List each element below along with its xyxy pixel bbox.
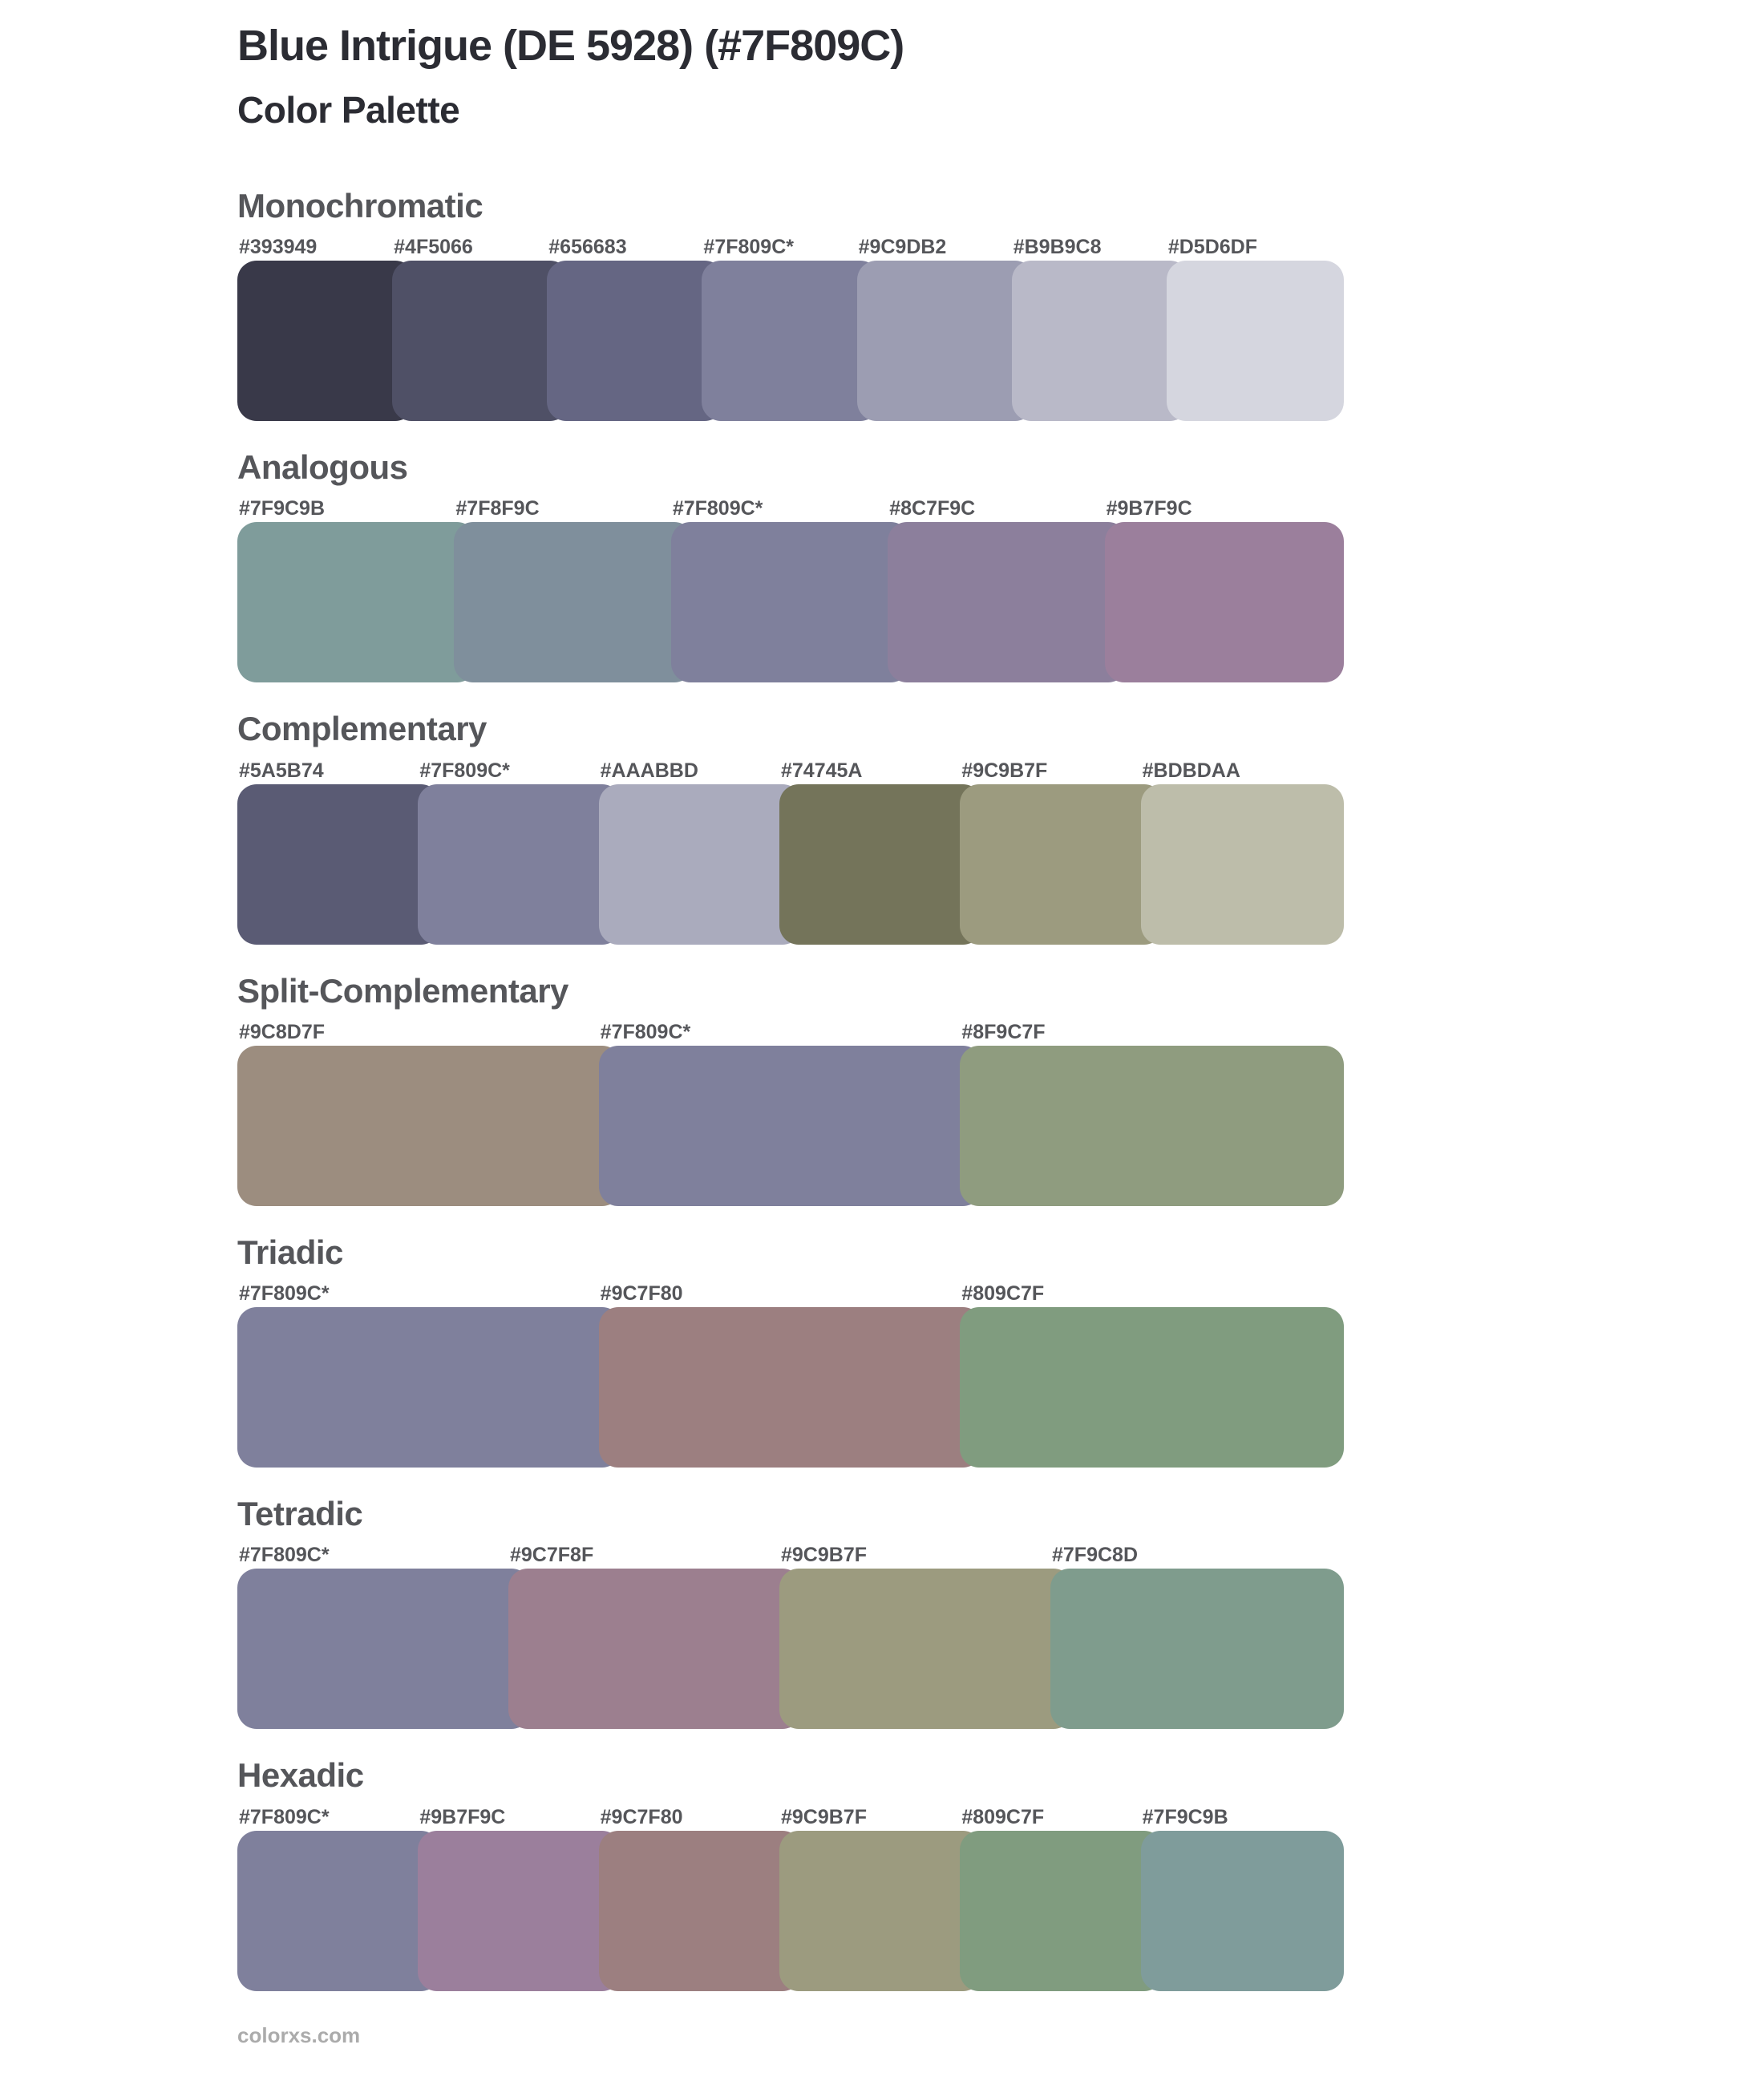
swatch-cell xyxy=(960,1805,1163,1991)
palette-section xyxy=(237,448,1344,682)
section-title: Triadic xyxy=(237,1233,343,1271)
swatch-hex-label: #7F9C9B xyxy=(1142,1805,1228,1828)
swatch-hex-label: #393949 xyxy=(239,235,318,258)
color-swatch[interactable] xyxy=(1141,1831,1344,1991)
swatch-cell xyxy=(508,1543,802,1729)
color-swatch[interactable] xyxy=(857,261,1034,421)
color-swatch[interactable] xyxy=(237,261,415,421)
swatch-cell xyxy=(237,759,440,945)
sections xyxy=(237,187,1344,1991)
color-swatch[interactable] xyxy=(599,1046,983,1206)
color-swatch[interactable] xyxy=(702,261,879,421)
section-title: Monochromatic xyxy=(237,186,483,225)
color-swatch[interactable] xyxy=(418,784,621,945)
color-swatch[interactable] xyxy=(779,1569,1073,1729)
color-swatch[interactable] xyxy=(779,1831,982,1991)
swatch-hex-label: #AAABBD xyxy=(600,759,698,782)
swatch-hex-label: #656683 xyxy=(548,235,627,258)
color-swatch[interactable] xyxy=(392,261,569,421)
swatch-cell xyxy=(418,1805,621,1991)
swatch-hex-label: #B9B9C8 xyxy=(1013,235,1102,258)
swatch-hex-label: #9B7F9C xyxy=(1106,497,1192,520)
swatch-cell xyxy=(779,759,982,945)
swatch-hex-label: #7F809C* xyxy=(703,235,794,258)
swatch-cell xyxy=(702,235,879,421)
color-swatch[interactable] xyxy=(960,784,1163,945)
section-title: Tetradic xyxy=(237,1495,363,1533)
swatch-hex-label: #7F809C* xyxy=(239,1282,330,1306)
swatch-row xyxy=(237,235,1344,421)
swatch-cell xyxy=(599,1020,983,1206)
swatch-hex-label: #809C7F xyxy=(961,1805,1045,1828)
swatch-hex-label: #7F809C* xyxy=(239,1544,330,1567)
color-swatch[interactable] xyxy=(599,1307,983,1468)
swatch-cell xyxy=(237,235,415,421)
swatch-hex-label: #4F5066 xyxy=(394,235,473,258)
swatch-cell xyxy=(1141,759,1344,945)
palette-section xyxy=(237,1495,1344,1729)
color-swatch[interactable] xyxy=(1141,784,1344,945)
swatch-cell xyxy=(960,1020,1344,1206)
swatch-row xyxy=(237,1281,1344,1468)
swatch-hex-label: #7F809C* xyxy=(419,759,510,782)
color-swatch[interactable] xyxy=(779,784,982,945)
swatch-hex-label: #809C7F xyxy=(961,1282,1045,1306)
page-subtitle: Color Palette xyxy=(237,88,460,131)
swatch-cell xyxy=(671,496,910,682)
section-title: Analogous xyxy=(237,447,408,486)
color-swatch[interactable] xyxy=(454,522,693,682)
color-swatch[interactable] xyxy=(960,1046,1344,1206)
color-swatch[interactable] xyxy=(1012,261,1189,421)
palette-section xyxy=(237,1233,1344,1468)
swatch-hex-label: #9C9DB2 xyxy=(858,235,947,258)
swatch-cell xyxy=(960,1281,1344,1468)
swatch-hex-label: #7F809C* xyxy=(600,1020,691,1043)
swatch-hex-label: #D5D6DF xyxy=(1167,235,1257,258)
color-swatch[interactable] xyxy=(960,1307,1344,1468)
color-swatch[interactable] xyxy=(599,1831,802,1991)
swatch-row xyxy=(237,1543,1344,1729)
color-swatch[interactable] xyxy=(237,1831,440,1991)
swatch-hex-label: #8F9C7F xyxy=(961,1020,1046,1043)
swatch-row xyxy=(237,496,1344,682)
swatch-cell xyxy=(1167,235,1344,421)
swatch-cell xyxy=(237,1281,621,1468)
swatch-hex-label: #8C7F9C xyxy=(889,497,976,520)
swatch-cell xyxy=(1012,235,1189,421)
color-swatch[interactable] xyxy=(671,522,910,682)
swatch-cell xyxy=(779,1805,982,1991)
swatch-cell xyxy=(599,1805,802,1991)
swatch-hex-label: #9C9B7F xyxy=(961,759,1048,782)
swatch-row xyxy=(237,1805,1344,1991)
swatch-cell xyxy=(599,1281,983,1468)
swatch-cell xyxy=(960,759,1163,945)
color-swatch[interactable] xyxy=(418,1831,621,1991)
color-swatch[interactable] xyxy=(237,1307,621,1468)
swatch-hex-label: #9C9B7F xyxy=(781,1544,867,1567)
swatch-cell xyxy=(1050,1543,1344,1729)
color-swatch[interactable] xyxy=(599,784,802,945)
color-swatch[interactable] xyxy=(547,261,724,421)
page-title: Blue Intrigue (DE 5928) (#7F809C) xyxy=(237,22,904,70)
swatch-cell xyxy=(779,1543,1073,1729)
swatch-cell xyxy=(454,496,693,682)
footer-site-link[interactable]: colorxs.com xyxy=(237,2022,361,2047)
color-swatch[interactable] xyxy=(960,1831,1163,1991)
swatch-hex-label: #5A5B74 xyxy=(239,759,324,782)
swatch-hex-label: #BDBDAA xyxy=(1142,759,1240,782)
palette-section xyxy=(237,710,1344,944)
swatch-cell xyxy=(237,1020,621,1206)
swatch-hex-label: #9C7F8F xyxy=(510,1544,594,1567)
swatch-cell xyxy=(1105,496,1344,682)
swatch-cell xyxy=(857,235,1034,421)
swatch-cell xyxy=(1141,1805,1344,1991)
section-title: Complementary xyxy=(237,710,487,748)
swatch-hex-label: #74745A xyxy=(780,759,863,782)
color-swatch[interactable] xyxy=(1050,1569,1344,1729)
color-swatch[interactable] xyxy=(1105,522,1344,682)
swatch-hex-label: #7F8F9C xyxy=(455,497,540,520)
swatch-cell xyxy=(888,496,1127,682)
palette-section xyxy=(237,972,1344,1206)
swatch-cell xyxy=(237,1543,531,1729)
swatch-hex-label: #9C7F80 xyxy=(600,1805,683,1828)
swatch-row xyxy=(237,1020,1344,1206)
swatch-cell xyxy=(599,759,802,945)
swatch-row xyxy=(237,759,1344,945)
color-swatch[interactable] xyxy=(888,522,1127,682)
swatch-hex-label: #9C9B7F xyxy=(780,1805,867,1828)
section-title: Split-Complementary xyxy=(237,971,568,1010)
swatch-hex-label: #7F9C8D xyxy=(1052,1544,1138,1567)
color-swatch[interactable] xyxy=(1167,261,1344,421)
swatch-cell xyxy=(392,235,569,421)
color-swatch[interactable] xyxy=(237,784,440,945)
color-swatch[interactable] xyxy=(237,522,476,682)
palette-section xyxy=(237,187,1344,421)
section-title: Hexadic xyxy=(237,1756,364,1795)
swatch-cell xyxy=(547,235,724,421)
swatch-hex-label: #9C8D7F xyxy=(239,1020,325,1043)
color-swatch[interactable] xyxy=(237,1569,531,1729)
palette-section xyxy=(237,1756,1344,1990)
color-swatch[interactable] xyxy=(508,1569,802,1729)
swatch-cell xyxy=(237,1805,440,1991)
color-swatch[interactable] xyxy=(237,1046,621,1206)
swatch-hex-label: #7F809C* xyxy=(672,497,763,520)
swatch-cell xyxy=(237,496,476,682)
swatch-hex-label: #9B7F9C xyxy=(419,1805,506,1828)
swatch-hex-label: #7F809C* xyxy=(239,1805,330,1828)
swatch-cell xyxy=(418,759,621,945)
swatch-hex-label: #9C7F80 xyxy=(600,1282,683,1306)
swatch-hex-label: #7F9C9B xyxy=(239,497,325,520)
